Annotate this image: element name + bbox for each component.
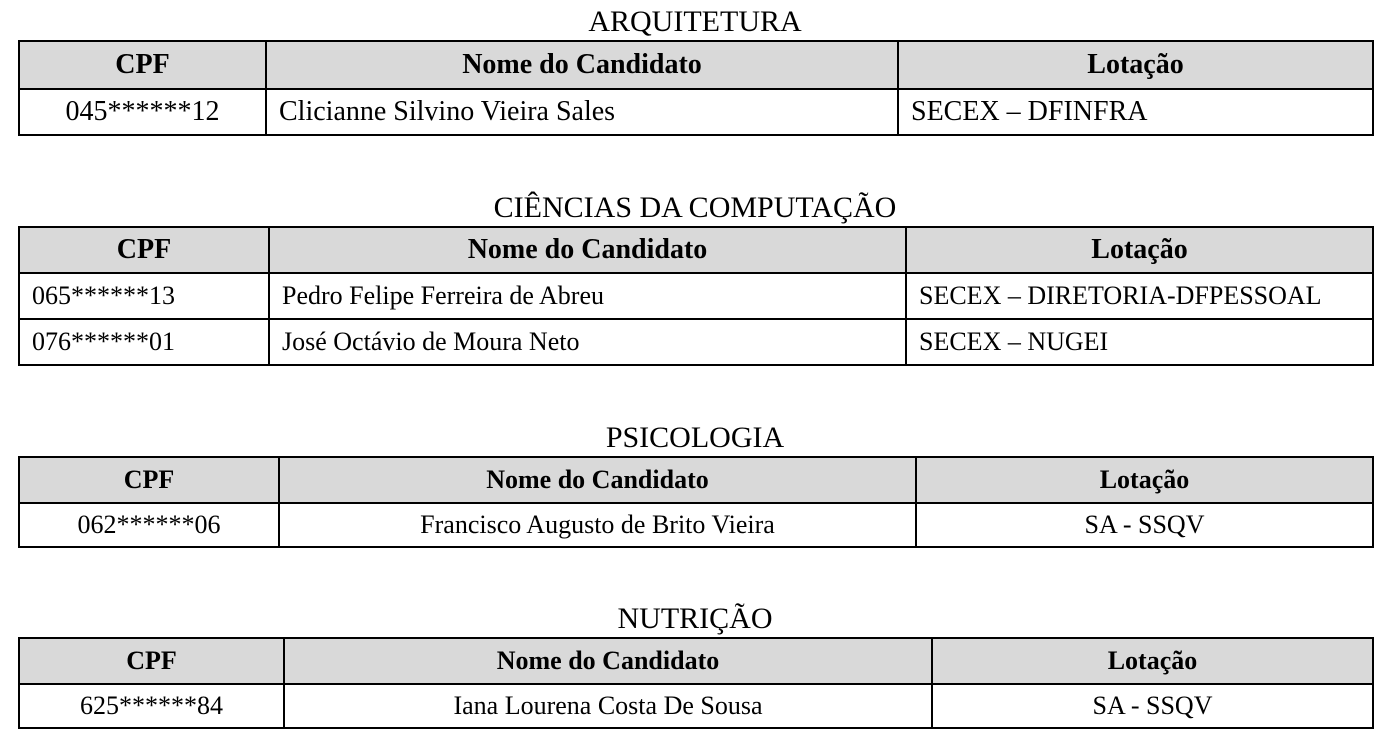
section-title: PSICOLOGIA [605, 421, 785, 454]
cell-nome: Clicianne Silvino Vieira Sales [266, 89, 898, 135]
cell-nome: Iana Lourena Costa De Sousa [284, 684, 932, 728]
header-nome: Nome do Candidato [279, 457, 916, 503]
header-lotacao: Lotação [932, 638, 1373, 684]
header-cpf: CPF [19, 227, 269, 273]
section-psicologia [18, 420, 1372, 548]
cell-nome: José Octávio de Moura Neto [269, 319, 906, 365]
section-ciencias-da-computacao [18, 190, 1372, 366]
section-nutricao [18, 601, 1372, 729]
cell-lotacao: SA - SSQV [932, 684, 1373, 728]
cell-cpf: 065******13 [19, 273, 269, 319]
cell-lotacao: SA - SSQV [916, 503, 1373, 547]
header-cpf: CPF [19, 41, 266, 89]
cell-nome: Francisco Augusto de Brito Vieira [279, 503, 916, 547]
header-lotacao: Lotação [906, 227, 1373, 273]
table-header-row [19, 638, 1373, 684]
table-header-row [19, 227, 1373, 273]
header-cpf: CPF [19, 638, 284, 684]
cell-cpf: 062******06 [19, 503, 279, 547]
candidates-table [18, 637, 1374, 729]
section-arquitetura [18, 4, 1372, 136]
header-cpf: CPF [19, 457, 279, 503]
section-title: ARQUITETURA [588, 5, 802, 38]
cell-nome: Pedro Felipe Ferreira de Abreu [269, 273, 906, 319]
section-title: CIÊNCIAS DA COMPUTAÇÃO [493, 191, 897, 224]
cell-lotacao: SECEX – DIRETORIA-DFPESSOAL [906, 273, 1373, 319]
table-row [19, 503, 1373, 547]
cell-cpf: 045******12 [19, 89, 266, 135]
section-title: NUTRIÇÃO [617, 602, 773, 635]
header-nome: Nome do Candidato [266, 41, 898, 89]
table-row [19, 319, 1373, 365]
table-row [19, 273, 1373, 319]
candidates-table [18, 40, 1374, 136]
candidates-table [18, 456, 1374, 548]
cell-cpf: 076******01 [19, 319, 269, 365]
cell-cpf: 625******84 [19, 684, 284, 728]
header-lotacao: Lotação [916, 457, 1373, 503]
header-lotacao: Lotação [898, 41, 1373, 89]
cell-lotacao: SECEX – NUGEI [906, 319, 1373, 365]
table-row [19, 89, 1373, 135]
candidates-table [18, 226, 1374, 366]
table-header-row [19, 41, 1373, 89]
cell-lotacao: SECEX – DFINFRA [898, 89, 1373, 135]
header-nome: Nome do Candidato [269, 227, 906, 273]
table-row [19, 684, 1373, 728]
header-nome: Nome do Candidato [284, 638, 932, 684]
table-header-row [19, 457, 1373, 503]
